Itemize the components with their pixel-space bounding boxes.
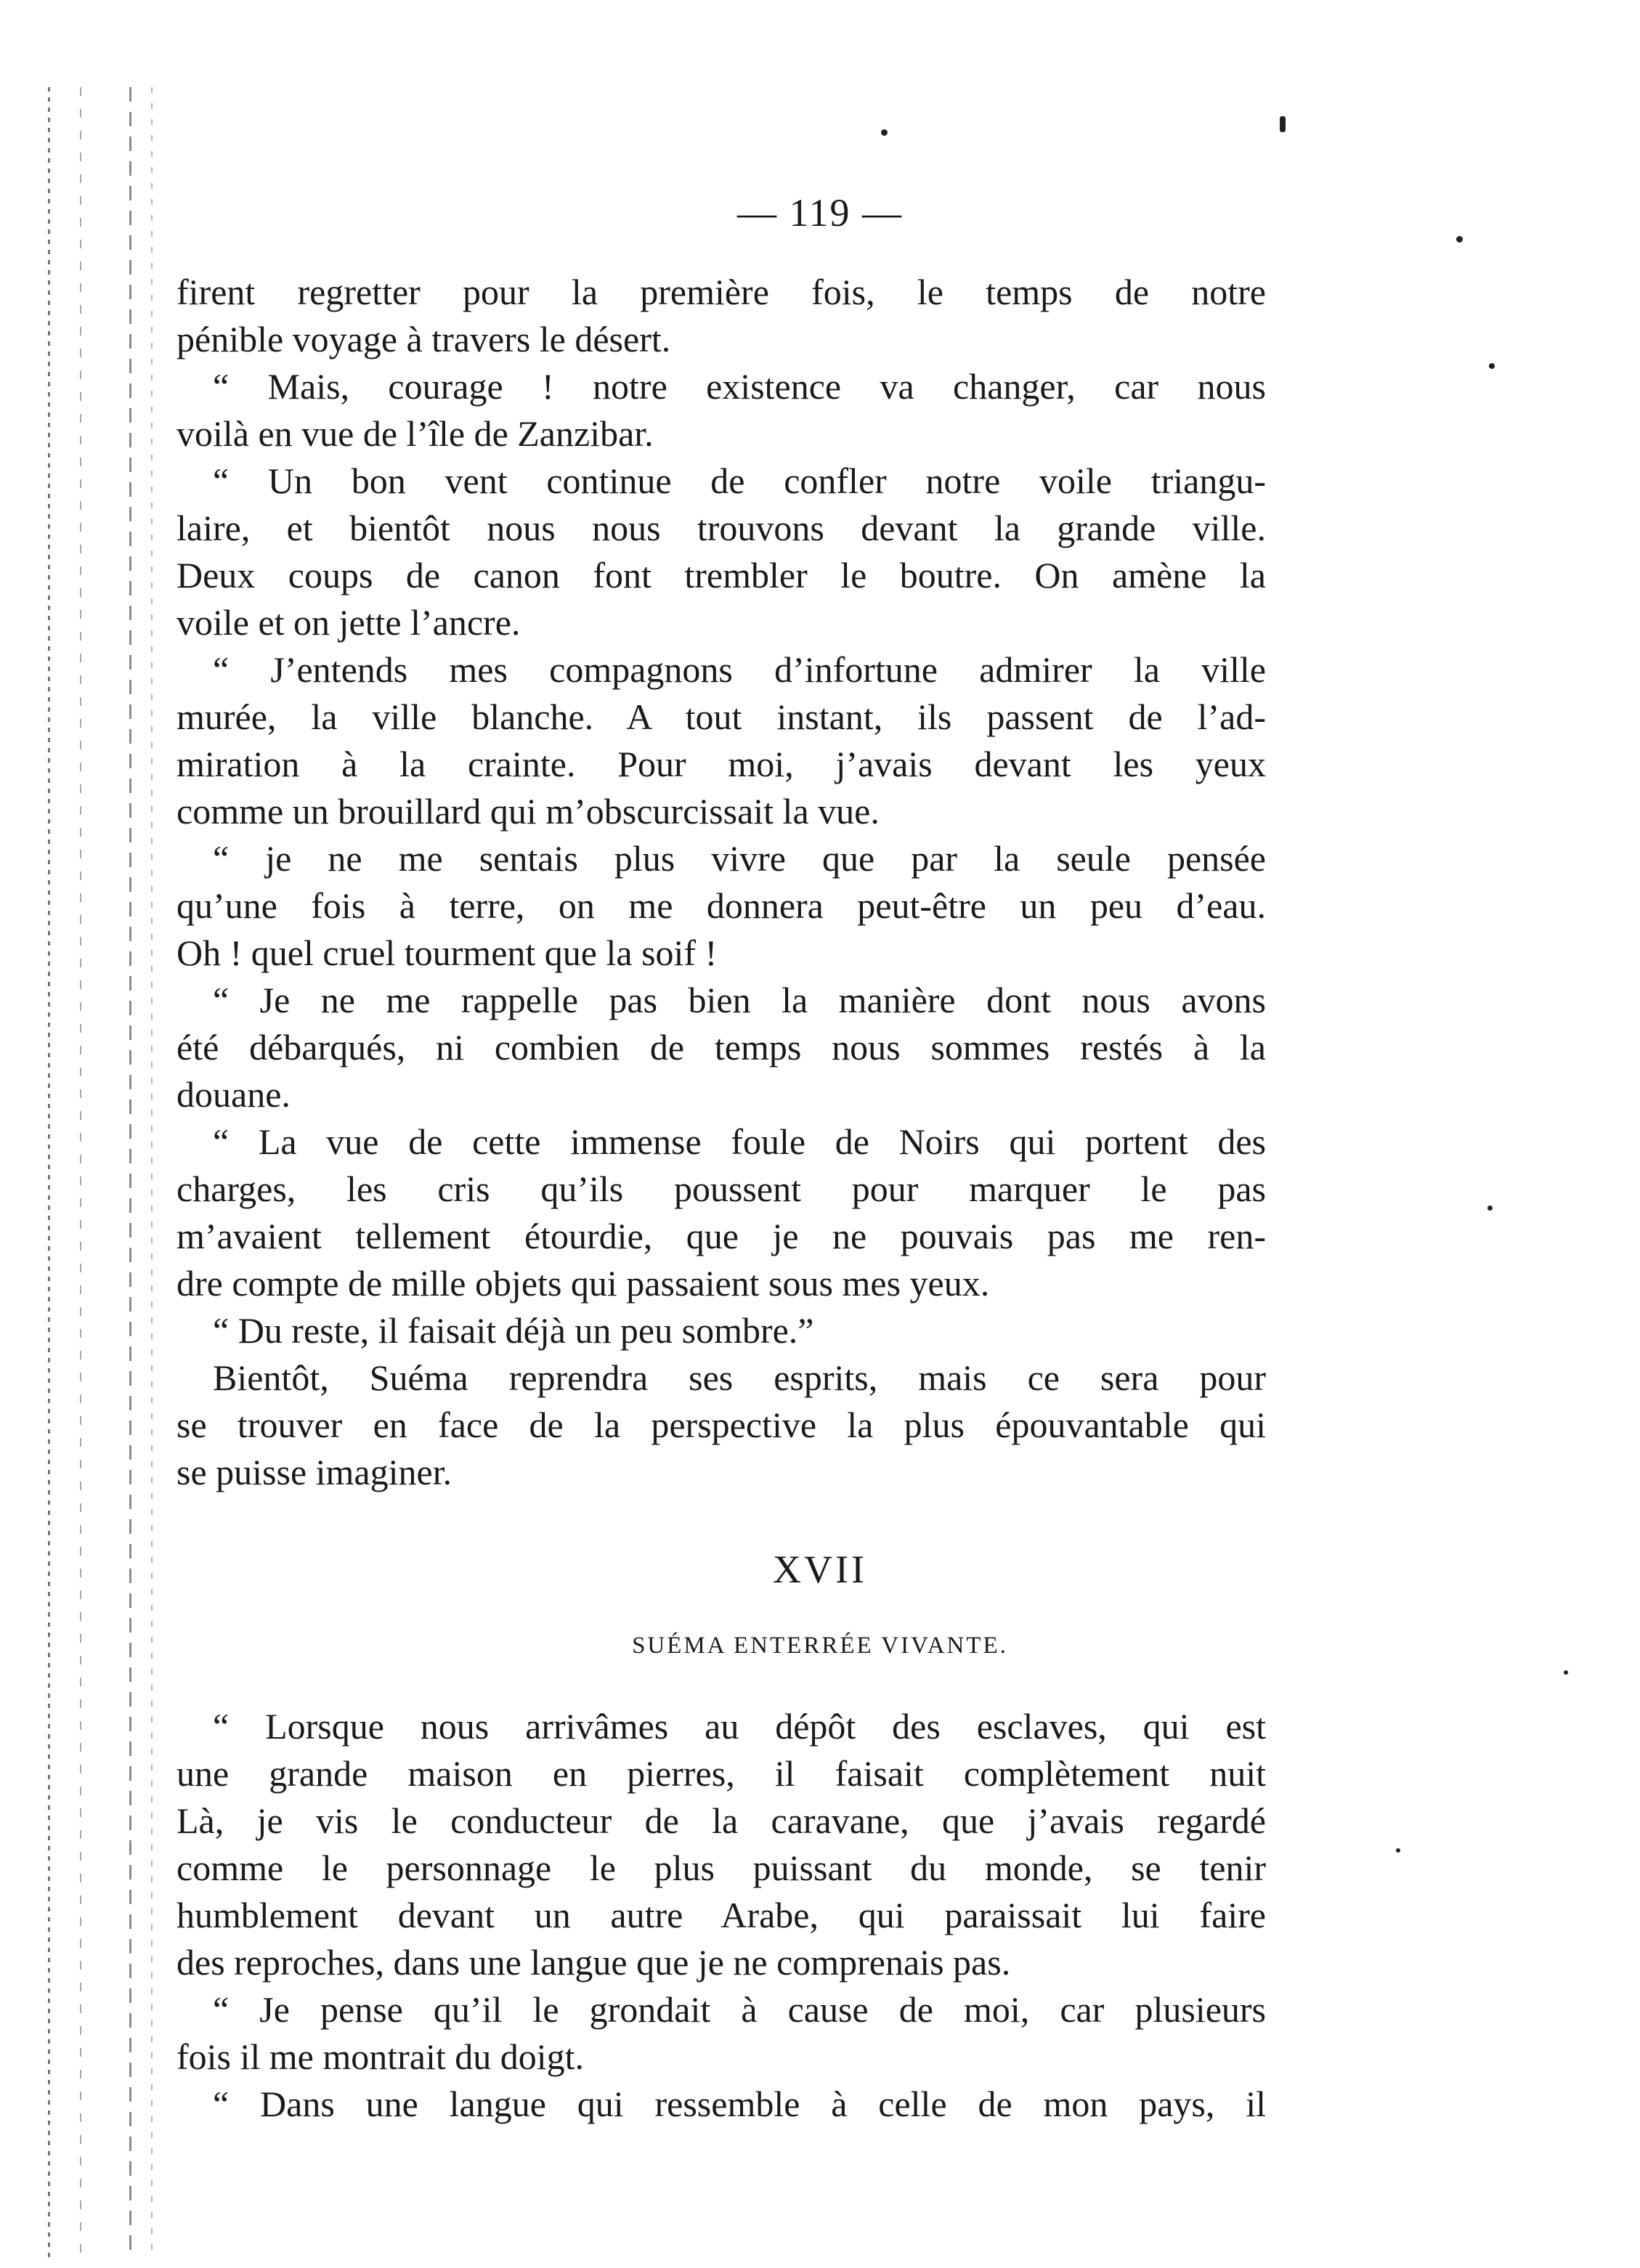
text-line: “ Dans une langue qui ressemble à celle de mon pays, il <box>213 2084 1266 2124</box>
text-line: comme un brouillard qui m’obscurcissait la vue. <box>176 791 880 832</box>
text-line: “ je ne me sentais plus vivre que par la seule pensée <box>213 838 1266 879</box>
text-line: “ Je ne me rappelle pas bien la manière dont nous avons <box>213 980 1266 1020</box>
text-line: “ Un bon vent continue de confler notre voile triangu- <box>213 460 1266 501</box>
ink-speck <box>1396 1848 1400 1853</box>
paragraph <box>176 1354 1266 1496</box>
text-line: “ Mais, courage ! notre existence va changer, car nous <box>213 366 1266 407</box>
ink-speck <box>1487 1206 1493 1211</box>
text-line: miration à la crainte. Pour moi, j’avais devant les yeux <box>176 744 1266 784</box>
text-line: murée, la ville blanche. A tout instant, ils passent de l’ad- <box>176 696 1266 737</box>
text-line: pénible voyage à travers le désert. <box>176 319 671 359</box>
paragraph <box>176 1118 1266 1307</box>
paragraph <box>176 458 1266 646</box>
ink-speck <box>881 129 888 136</box>
text-line: firent regretter pour la première fois, le temps de notre <box>176 272 1266 312</box>
text-line: “ Lorsque nous arrivâmes au dépôt des esclaves, qui est <box>213 1706 1266 1747</box>
text-line: dre compte de mille objets qui passaient sous mes yeux. <box>176 1263 990 1304</box>
paragraph <box>176 363 1266 458</box>
text-line: charges, les cris qu’ils poussent pour marquer le pas <box>176 1168 1266 1209</box>
text-line: “ Du reste, il faisait déjà un peu sombre.” <box>213 1310 814 1351</box>
ink-speck <box>1489 363 1495 369</box>
page-binding-edge <box>42 87 166 2259</box>
text-line: Bientôt, Suéma reprendra ses esprits, mais ce sera pour <box>213 1357 1266 1398</box>
text-line: fois il me montrait du doigt. <box>176 2036 585 2077</box>
paragraph <box>176 1307 1266 1354</box>
paragraph <box>176 835 1266 977</box>
ink-speck <box>1564 1670 1568 1675</box>
text-line: qu’une fois à terre, on me donnera peut-être un peu d’eau. <box>176 885 1266 926</box>
text-line: laire, et bientôt nous nous trouvons devant la grande ville. <box>176 508 1266 548</box>
paragraph <box>176 269 1266 363</box>
body-text-before-chapter <box>176 269 1266 1496</box>
text-line: “ Je pense qu’il le grondait à cause de moi, car plusieurs <box>213 1989 1266 2030</box>
text-line: humblement devant un autre Arabe, qui paraissait lui faire <box>176 1895 1266 1935</box>
text-line: Deux coups de canon font trembler le boutre. On amène la <box>176 555 1266 596</box>
text-line: “ J’entends mes compagnons d’infortune admirer la ville <box>213 649 1266 690</box>
text-line: “ La vue de cette immense foule de Noirs qui portent des <box>213 1121 1266 1162</box>
ink-speck <box>1280 116 1286 132</box>
text-line: voile et on jette l’ancre. <box>176 602 521 643</box>
chapter-title: SUÉMA ENTERRÉE VIVANTE. <box>632 1633 1008 1659</box>
text-line: comme le personnage le plus puissant du monde, se tenir <box>176 1848 1266 1888</box>
text-line: une grande maison en pierres, il faisait complètement nuit <box>176 1753 1266 1794</box>
text-line: des reproches, dans une langue que je ne comprenais pas. <box>176 1942 1011 1983</box>
text-line: m’avaient tellement étourdie, que je ne pouvais pas me ren- <box>176 1216 1266 1256</box>
text-line: se trouver en face de la perspective la plus épouvantable qui <box>176 1405 1266 1445</box>
chapter-number: XVII <box>773 1548 867 1591</box>
paragraph <box>176 2081 1266 2128</box>
text-line: douane. <box>176 1074 291 1115</box>
text-line: Oh ! quel cruel tourment que la soif ! <box>176 932 718 973</box>
ink-speck <box>1456 236 1463 243</box>
paragraph <box>176 646 1266 835</box>
text-line: Là, je vis le conducteur de la caravane, que j’avais regardé <box>176 1800 1266 1841</box>
text-line: voilà en vue de l’île de Zanzibar. <box>176 413 654 454</box>
paragraph <box>176 977 1266 1118</box>
text-line: été débarqués, ni combien de temps nous sommes restés à la <box>176 1027 1266 1068</box>
paragraph <box>176 1703 1266 1986</box>
page-number: — 119 — <box>737 191 903 235</box>
text-line: se puisse imaginer. <box>176 1452 452 1492</box>
body-text-after-chapter <box>176 1703 1266 2128</box>
paragraph <box>176 1986 1266 2081</box>
